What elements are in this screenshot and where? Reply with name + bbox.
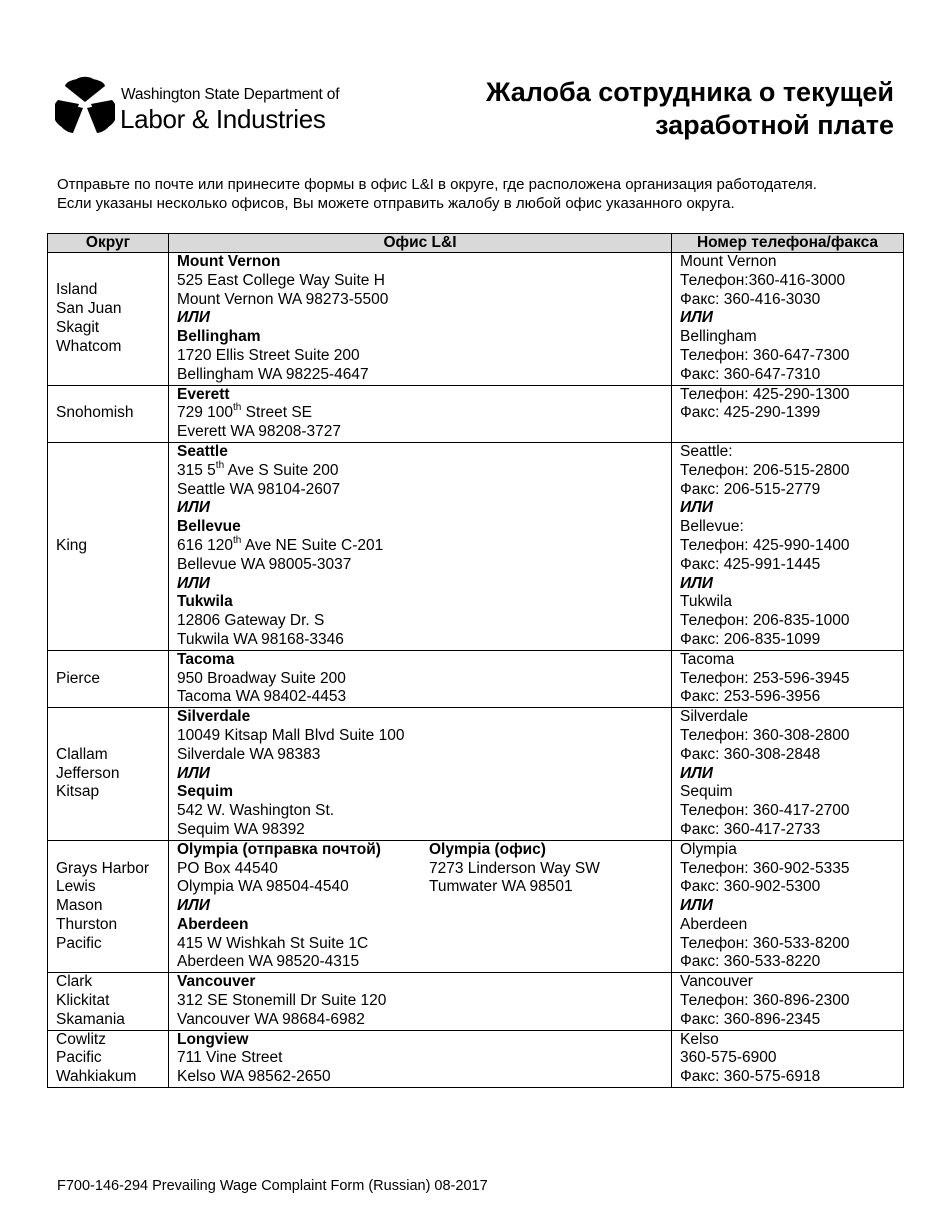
phone-cell (672, 253, 904, 386)
phone-line: Факс: 360-533-8220 (680, 953, 821, 971)
office-line-right: Olympia (офис) (429, 840, 546, 858)
office-line-left: Olympia (отправка почтой) (177, 840, 381, 858)
office-line-rest: Street SE (241, 404, 313, 422)
county-name: Cowlitz (56, 1030, 106, 1048)
county-name: Thurston (56, 915, 118, 933)
title-line-1: Жалоба сотрудника о текущей (485, 77, 894, 107)
intro-line-1: Отправьте по почте или принесите формы в офис L&I в округе, где расположена организация работодателя. (57, 176, 817, 193)
phone-line: Телефон: 360-902-5335 (680, 859, 850, 877)
phone-line: Факс: 360-896-2345 (680, 1010, 821, 1028)
office-line: Bellevue WA 98005-3037 (177, 555, 352, 573)
phone-line: Телефон: 360-417-2700 (680, 802, 850, 820)
office-line-left: Olympia WA 98504-4540 (177, 878, 349, 896)
office-line-ordinal: th (233, 534, 242, 546)
office-line: Aberdeen WA 98520-4315 (177, 953, 360, 971)
phone-line: Факс: 206-835-1099 (680, 630, 821, 648)
office-line: Silverdale WA 98383 (177, 745, 321, 763)
office-cell (169, 840, 672, 973)
county-name: Pacific (56, 934, 102, 952)
phone-line: Tukwila (680, 593, 732, 611)
office-cell (169, 253, 672, 386)
office-line: Kelso WA 98562-2650 (177, 1068, 331, 1086)
office-line: Bellingham (177, 328, 261, 346)
office-cell (169, 650, 672, 707)
county-name: San Juan (56, 299, 122, 317)
table-row (48, 650, 904, 707)
office-line: 542 W. Washington St. (177, 802, 335, 820)
office-line (177, 841, 671, 860)
office-line: Silverdale (177, 708, 251, 726)
county-name: Pierce (56, 669, 100, 687)
county-name: Grays Harbor (56, 859, 150, 877)
office-line-right: Tumwater WA 98501 (429, 878, 573, 896)
office-line-left: PO Box 44540 (177, 859, 278, 877)
county-cell (48, 385, 169, 442)
office-line: 415 W Wishkah St Suite 1C (177, 934, 369, 952)
office-line (177, 860, 671, 879)
phone-line: Телефон: 360-647-7300 (680, 346, 850, 364)
phone-line: ИЛИ (680, 574, 713, 592)
phone-line: Факс: 425-290-1399 (680, 404, 821, 422)
office-line: ИЛИ (177, 499, 210, 517)
office-line: Bellevue (177, 518, 241, 536)
offices-table (47, 233, 904, 1088)
office-cell (169, 1030, 672, 1087)
office-line: Mount Vernon WA 98273-5500 (177, 290, 389, 308)
office-line: Tukwila WA 98168-3346 (177, 630, 344, 648)
phone-line: Bellingham (680, 328, 757, 346)
office-line-text: 315 5 (177, 461, 216, 479)
office-line: Mount Vernon (177, 253, 281, 270)
office-cell (169, 442, 672, 650)
phone-line: Факс: 253-596-3956 (680, 688, 821, 706)
header-phone: Номер телефона/факса (672, 234, 904, 253)
office-line: 1720 Ellis Street Suite 200 (177, 346, 360, 364)
office-line: 525 East College Way Suite H (177, 271, 385, 289)
county-name: Mason (56, 897, 103, 915)
phone-line: Телефон: 253-596-3945 (680, 669, 850, 687)
office-cell (169, 708, 672, 841)
title-line-2: заработной плате (655, 110, 894, 140)
office-line: Bellingham WA 98225-4647 (177, 365, 369, 383)
phone-line: 360-575-6900 (680, 1049, 777, 1067)
office-cell (169, 973, 672, 1030)
table-header-row (48, 234, 904, 253)
table-body (48, 253, 904, 1088)
office-line: Sequim WA 98392 (177, 820, 305, 838)
office-line: Vancouver (177, 973, 256, 991)
phone-line: Телефон: 360-896-2300 (680, 992, 850, 1010)
office-line (177, 459, 671, 481)
lni-seal-icon (55, 74, 115, 136)
county-name: Jefferson (56, 764, 120, 782)
office-line: 10049 Kitsap Mall Blvd Suite 100 (177, 726, 405, 744)
county-name: Clark (56, 973, 93, 991)
office-line: Aberdeen (177, 915, 249, 933)
office-line: Tacoma WA 98402-4453 (177, 688, 347, 706)
phone-line: Телефон: 206-515-2800 (680, 461, 850, 479)
header-office: Офис L&I (169, 234, 672, 253)
county-name: King (56, 536, 88, 554)
phone-line: Факс: 360-647-7310 (680, 365, 821, 383)
phone-line: Silverdale (680, 708, 749, 726)
phone-line: Телефон: 425-290-1300 (680, 385, 850, 403)
county-cell (48, 650, 169, 707)
phone-line: Телефон: 206-835-1000 (680, 612, 850, 630)
table-row (48, 385, 904, 442)
page-title (434, 76, 894, 142)
office-line: Seattle (177, 442, 228, 460)
phone-line: Mount Vernon (680, 253, 777, 270)
logo-agency-line: Washington State Department of (121, 86, 340, 103)
office-line-ordinal: th (215, 459, 225, 471)
logo-department-name: Labor & Industries (120, 104, 326, 134)
county-name: Clallam (56, 745, 108, 763)
table-row (48, 442, 904, 650)
county-name: Whatcom (56, 337, 122, 355)
county-name: Wahkiakum (56, 1068, 137, 1086)
lni-logo (55, 74, 340, 138)
form-footer: F700-146-294 Prevailing Wage Complaint Form (Russian) 08-2017 (57, 1178, 488, 1194)
county-cell (48, 253, 169, 386)
phone-line: Факс: 360-902-5300 (680, 878, 821, 896)
office-line: Tacoma (177, 650, 235, 668)
office-line: ИЛИ (177, 574, 210, 592)
office-line: Seattle WA 98104-2607 (177, 480, 341, 498)
office-line: Tukwila (177, 593, 233, 611)
phone-line: Телефон: 425-990-1400 (680, 536, 850, 554)
phone-line: Факс: 360-416-3030 (680, 290, 821, 308)
office-line-ordinal: th (233, 402, 242, 414)
phone-line: Факс: 360-575-6918 (680, 1068, 821, 1086)
table-row (48, 253, 904, 386)
county-name: Island (56, 281, 98, 299)
phone-line: Sequim (680, 783, 733, 801)
table-row (48, 840, 904, 973)
phone-line: Телефон: 360-533-8200 (680, 934, 850, 952)
phone-cell (672, 1030, 904, 1087)
phone-line: Факс: 360-417-2733 (680, 820, 821, 838)
office-line: 711 Vine Street (177, 1049, 283, 1067)
county-cell (48, 442, 169, 650)
phone-cell (672, 442, 904, 650)
table-row (48, 1030, 904, 1087)
office-line: Vancouver WA 98684-6982 (177, 1010, 365, 1028)
header-county: Округ (48, 234, 169, 253)
county-cell (48, 1030, 169, 1087)
office-line: Longview (177, 1030, 249, 1048)
phone-line: ИЛИ (680, 764, 713, 782)
table-row (48, 708, 904, 841)
county-cell (48, 840, 169, 973)
phone-line: Телефон: 360-308-2800 (680, 726, 850, 744)
county-name: Lewis (56, 878, 96, 896)
office-line-rest: Ave S Suite 200 (224, 461, 339, 479)
office-line: ИЛИ (177, 764, 210, 782)
county-name: Skamania (56, 1010, 125, 1028)
county-name: Kitsap (56, 783, 100, 801)
office-line-rest: Ave NE Suite C-201 (241, 536, 384, 554)
phone-line: Телефон:360-416-3000 (680, 271, 846, 289)
county-name: Klickitat (56, 992, 110, 1010)
office-line-text: 729 100 (177, 404, 234, 422)
office-line-right: 7273 Linderson Way SW (429, 859, 600, 877)
table-row (48, 973, 904, 1030)
phone-cell (672, 708, 904, 841)
intro-text (57, 175, 907, 213)
phone-line: Olympia (680, 840, 737, 858)
office-cell (169, 385, 672, 442)
office-line: 12806 Gateway Dr. S (177, 612, 325, 630)
phone-cell (672, 385, 904, 442)
phone-line: Seattle: (680, 442, 733, 460)
office-line: 312 SE Stonemill Dr Suite 120 (177, 992, 387, 1010)
phone-line: Kelso (680, 1030, 719, 1048)
phone-line: Aberdeen (680, 915, 748, 933)
office-line: Everett WA 98208-3727 (177, 423, 341, 441)
intro-line-2: Если указаны несколько офисов, Вы можете отправить жалобу в любой офис указанного округа. (57, 195, 735, 212)
county-name: Skagit (56, 318, 100, 336)
office-line: ИЛИ (177, 897, 210, 915)
office-line (177, 878, 671, 897)
county-cell (48, 708, 169, 841)
phone-line: Bellevue: (680, 518, 744, 536)
phone-cell (672, 973, 904, 1030)
phone-cell (672, 650, 904, 707)
office-line: ИЛИ (177, 309, 210, 327)
phone-line: ИЛИ (680, 897, 713, 915)
office-line: 950 Broadway Suite 200 (177, 669, 346, 687)
county-name: Pacific (56, 1049, 102, 1067)
phone-line: Vancouver (680, 973, 753, 991)
county-cell (48, 973, 169, 1030)
phone-line: Факс: 425-991-1445 (680, 555, 821, 573)
phone-cell (672, 840, 904, 973)
phone-line: Tacoma (680, 650, 735, 668)
phone-line: ИЛИ (680, 309, 713, 327)
office-line: Sequim (177, 783, 233, 801)
office-line-text: 616 120 (177, 536, 234, 554)
phone-line: ИЛИ (680, 499, 713, 517)
office-line (177, 404, 671, 423)
office-line (177, 534, 671, 556)
phone-line: Факс: 360-308-2848 (680, 745, 821, 763)
office-line: Everett (177, 385, 230, 403)
county-name: Snohomish (56, 404, 134, 422)
phone-line: Факс: 206-515-2779 (680, 480, 821, 498)
